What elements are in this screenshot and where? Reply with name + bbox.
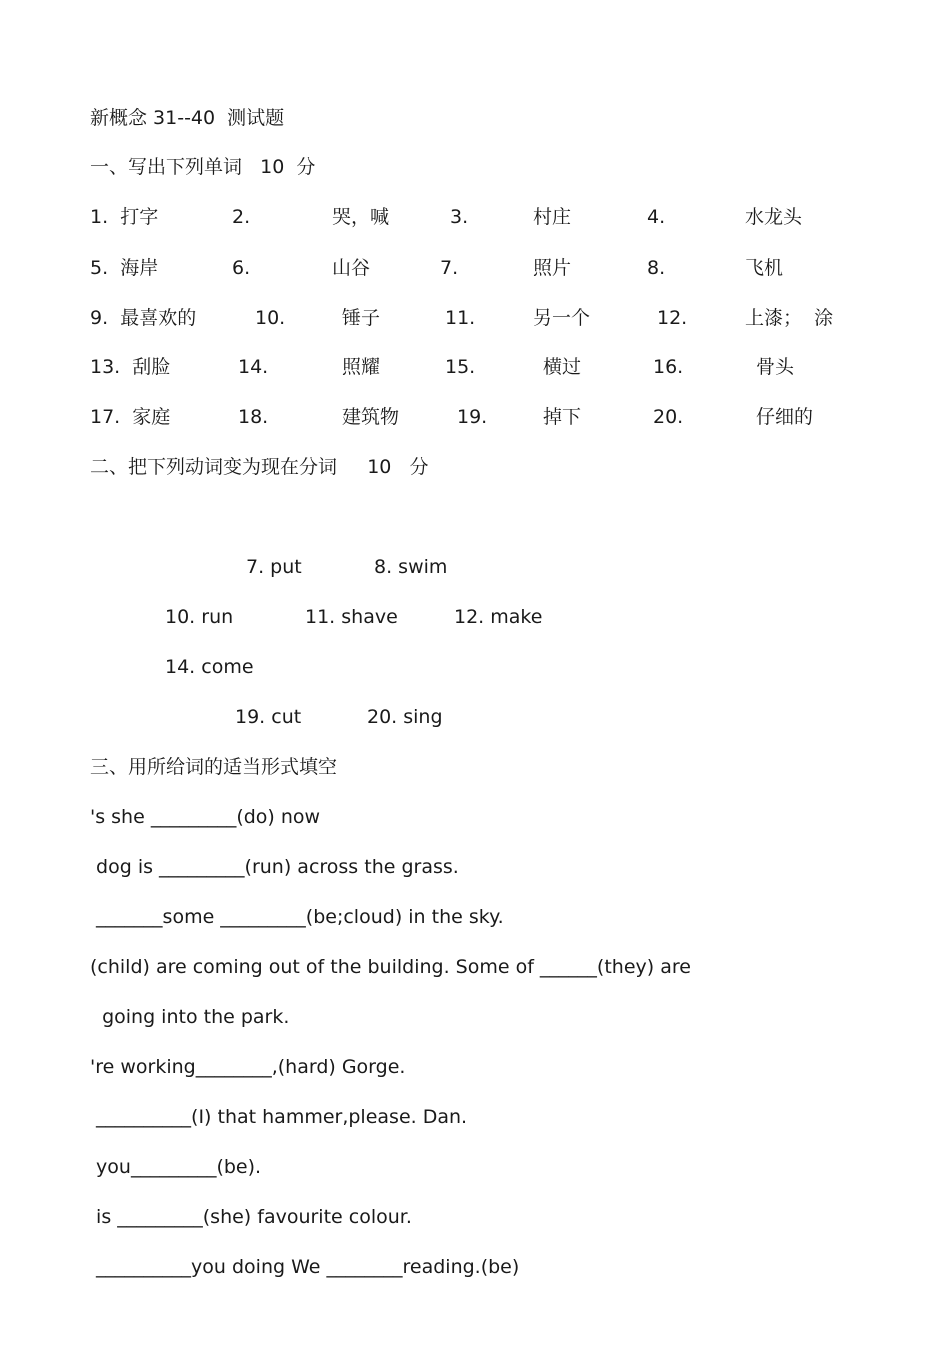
- vocab-number: 18.: [238, 406, 269, 428]
- vocab-number: 4.: [647, 206, 666, 228]
- verb-item: 12. make: [454, 606, 543, 628]
- vocab-number: 12.: [657, 307, 688, 329]
- exercise-line: __________(I) that hammer,please. Dan.: [90, 1106, 468, 1128]
- verb-item: 20. sing: [367, 706, 443, 728]
- exercise-line: going into the park.: [90, 1006, 290, 1028]
- verb-item: 10. run: [165, 606, 234, 628]
- vocab-word: 横过: [543, 356, 582, 378]
- vocab-word: 飞机: [745, 257, 784, 279]
- verb-item: 11. shave: [305, 606, 398, 628]
- vocab-word: 掉下: [543, 406, 582, 428]
- vocab-word: 水龙头: [745, 206, 803, 228]
- vocab-word: 山谷: [332, 257, 371, 279]
- vocab-word: 建筑物: [342, 406, 400, 428]
- vocab-number: 7.: [440, 257, 459, 279]
- section-2-heading: 二、把下列动词变为现在分词 10 分: [90, 456, 429, 478]
- vocab-number: 2.: [232, 206, 251, 228]
- vocab-word: 另一个: [533, 307, 591, 329]
- vocab-number: 10.: [255, 307, 286, 329]
- exercise-line: (child) are coming out of the building. Some of ______(they) are: [90, 956, 691, 978]
- verb-item: 8. swim: [374, 556, 448, 578]
- vocab-number: 19.: [457, 406, 488, 428]
- vocab-number: 14.: [238, 356, 269, 378]
- exercise-line: 's she _________(do) now: [90, 806, 321, 828]
- section-1-heading: 一、写出下列单词 10 分: [90, 156, 316, 178]
- vocab-word: 哭，喊: [332, 206, 390, 228]
- exercise-line: is _________(she) favourite colour.: [90, 1206, 412, 1228]
- page-title: 新概念 31--40 测试题: [90, 107, 285, 129]
- verb-item: 19. cut: [235, 706, 302, 728]
- exercise-line: 're working________,(hard) Gorge.: [90, 1056, 406, 1078]
- exercise-line: _______some _________(be;cloud) in the sky.: [90, 906, 504, 928]
- vocab-number: 6.: [232, 257, 251, 279]
- vocab-number: 11.: [445, 307, 476, 329]
- vocab-item: 9. 最喜欢的: [90, 307, 197, 329]
- vocab-item: 17. 家庭: [90, 406, 171, 428]
- vocab-item: 5. 海岸: [90, 257, 159, 279]
- vocab-word: 仔细的: [756, 406, 814, 428]
- vocab-number: 20.: [653, 406, 684, 428]
- exercise-line: dog is _________(run) across the grass.: [90, 856, 459, 878]
- section-3-heading: 三、用所给词的适当形式填空: [90, 756, 338, 778]
- vocab-item: 1. 打字: [90, 206, 159, 228]
- verb-item: 7. put: [246, 556, 302, 578]
- vocab-number: 3.: [450, 206, 469, 228]
- vocab-number: 8.: [647, 257, 666, 279]
- vocab-number: 16.: [653, 356, 684, 378]
- exercise-line: you_________(be).: [90, 1156, 262, 1178]
- vocab-number: 15.: [445, 356, 476, 378]
- vocab-word: 村庄: [533, 206, 572, 228]
- verb-item: 14. come: [165, 656, 254, 678]
- vocab-word: 骨头: [756, 356, 795, 378]
- vocab-word: 锤子: [342, 307, 381, 329]
- exercise-line: __________you doing We ________reading.(be): [90, 1256, 520, 1278]
- vocab-word: 照耀: [342, 356, 381, 378]
- vocab-word: 照片: [533, 257, 572, 279]
- vocab-item: 13. 刮脸: [90, 356, 171, 378]
- vocab-word: 上漆； 涂: [745, 307, 834, 329]
